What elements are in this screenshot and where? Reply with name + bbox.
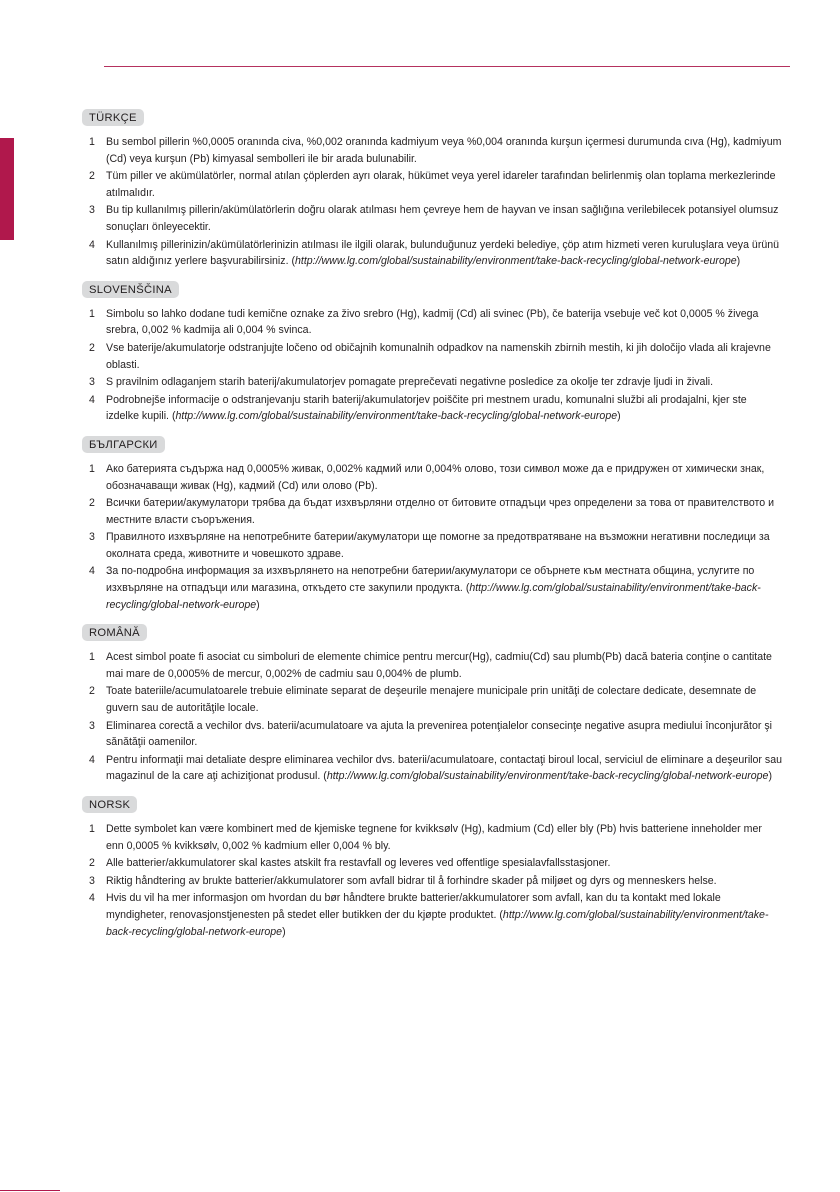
item-text: Dette symbolet kan være kombinert med de kjemiske tegnene for kvikksølv (Hg), kadmium (Cd) eller bly (Pb) hvis batteriene inneholder mer enn 0,0005 % kvikksølv, 0,002 % kadmium eller 0,004 % bly.: [106, 823, 762, 852]
item-text: Simbolu so lahko dodane tudi kemične oznake za živo srebro (Hg), kadmij (Cd) ali svinec (Pb), če baterija vsebuje več kot 0,0005 % živega srebra, 0,002 % kadmija ali 0,004 % svinca.: [106, 307, 759, 337]
recycling-link[interactable]: http://www.lg.com/global/sustainability/environment/take-back-recycling/global-network-europe: [175, 410, 618, 423]
list-item: [82, 237, 782, 270]
section-bulgarian: [82, 435, 782, 613]
item-text: Acest simbol poate fi asociat cu simboluri de elemente chimice pentru mercur(Hg), cadmiu(Cd) sau plumb(Pb) dacă bateria conţine o cantitate mai mare de 0,0005% de mercur, 0,002% de cadmiu sau 0,004% de plumb.: [106, 651, 772, 680]
recycling-link[interactable]: http://www.lg.com/global/sustainability/environment/take-back-recycling/global-network-europe: [295, 255, 737, 268]
list-item: [82, 461, 782, 494]
recycling-link[interactable]: http://www.lg.com/global/sustainability/environment/take-back-recycling/global-network-europe: [106, 908, 769, 938]
item-text: Всички батерии/акумулатори трябва да бъдат изхвърляни отделно от битовите отпадъци чрез определени за това от правителството и местните власти съоръжения.: [106, 497, 775, 526]
list-item: [82, 495, 782, 528]
list-item: [82, 392, 782, 425]
item-list: [82, 134, 782, 270]
section-turkce: [82, 108, 782, 270]
item-number: 3: [89, 719, 95, 732]
item-list: [82, 461, 782, 613]
item-number: 3: [89, 531, 95, 544]
item-number: 2: [89, 857, 95, 870]
language-side-tab: [0, 138, 14, 240]
item-number: 3: [89, 204, 95, 217]
item-text: Bu tip kullanılmış pillerin/akümülatörlerin doğru olarak atılması hem çevreye hem de hayvan ve insan sağlığına verilebilecek potansiyel olumsuz sonuçları önleyecektir.: [106, 204, 779, 233]
item-text: Riktig håndtering av brukte batterier/akkumulatorer som avfall bidrar til å forhindre skader på miljøet og dyrs og menneskers helse.: [106, 874, 717, 887]
section-heading: TÜRKÇE: [82, 109, 144, 126]
list-item: [82, 306, 782, 339]
item-number: 1: [89, 651, 95, 664]
item-number: 2: [89, 685, 95, 698]
item-number: 2: [89, 341, 95, 354]
item-text-tail: ): [617, 410, 621, 423]
list-item: [82, 168, 782, 201]
list-item: [82, 683, 782, 716]
list-item: [82, 855, 782, 872]
item-number: 4: [89, 892, 95, 905]
section-heading: NORSK: [82, 796, 137, 813]
item-list: [82, 821, 782, 940]
item-text: Toate bateriile/acumulatoarele trebuie eliminate separat de deşeurile menajere municipale prin unităţi de colectare dedicate, desemnate de guvern sau de autorităţile locale.: [106, 685, 757, 715]
item-number: 3: [89, 376, 95, 389]
list-item: [82, 821, 782, 854]
item-text: Kullanılmış pillerinizin/akümülatörlerinizin atılması ile ilgili olarak, bulunduğunuz yerdeki belediye, çöp atım hizmeti veren kuruluşlara veya ürünü satın aldığınız yerlere başvurabilirsiniz. (: [106, 238, 780, 268]
list-item: [82, 649, 782, 682]
item-text-tail: ): [256, 598, 260, 611]
item-list: [82, 306, 782, 425]
item-text: Vse baterije/akumulatorje odstranjujte ločeno od običajnih komunalnih odpadkov na namenskih zbirnih mestih, ki jih določijo vlada ali krajevne oblasti.: [106, 341, 771, 371]
section-slovenscina: [82, 280, 782, 425]
section-heading: SLOVENŠČINA: [82, 281, 179, 298]
list-item: [82, 340, 782, 373]
item-text-tail: ): [736, 255, 741, 268]
section-norsk: [82, 795, 782, 940]
item-text: S pravilnim odlaganjem starih baterij/akumulatorjev pomagate preprečevati negativne posledice za okolje ter zdravje ljudi in živali.: [106, 376, 714, 389]
document-body: [82, 108, 782, 950]
item-text: Правилното изхвърляне на непотребните батерии/акумулатори ще помогне за предотвратяване на възможни негативни последици за околната среда, животните и човешкото здраве.: [106, 531, 770, 560]
item-text: Tüm piller ve akümülatörler, normal atılan çöplerden ayrı olarak, hükümet veya yerel idareler tarafından belirlenmiş olan toplama merkezlerinde atılmalıdır.: [106, 170, 776, 199]
footer-rule: [0, 1190, 60, 1191]
list-item: [82, 890, 782, 940]
item-text: Bu sembol pillerin %0,0005 oranında civa, %0,002 oranında kadmiyum veya %0,004 oranında kurşun içermesi durumunda cıva (Hg), kadmiyum (Cd) veya kurşun (Pb) kimyasal sembolleri ile bir arada bulunabilir.: [106, 136, 782, 165]
item-number: 2: [89, 170, 95, 183]
item-number: 2: [89, 497, 95, 510]
item-list: [82, 649, 782, 785]
list-item: [82, 134, 782, 167]
list-item: [82, 873, 782, 890]
item-number: 4: [89, 753, 95, 766]
recycling-link[interactable]: http://www.lg.com/global/sustainability/environment/take-back-recycling/global-network-europe: [106, 582, 761, 611]
list-item: [82, 529, 782, 562]
section-heading: БЪЛГАРСКИ: [82, 436, 165, 453]
header-rule: [104, 66, 790, 67]
item-number: 1: [89, 462, 95, 475]
item-text: Podrobnejše informacije o odstranjevanju starih baterij/akumulatorjev poiščite pri mestnem uradu, komunalni službi ali prodajalni, kjer ste izdelke kupili. (: [106, 393, 747, 423]
list-item: [82, 374, 782, 391]
list-item: [82, 718, 782, 751]
item-text: Alle batterier/akkumulatorer skal kastes atskilt fra restavfall og leveres ved offentlige spesialavfallsstasjoner.: [106, 857, 611, 870]
item-number: 1: [89, 136, 95, 148]
list-item: [82, 563, 782, 613]
item-number: 3: [89, 874, 95, 887]
section-romana: [82, 623, 782, 785]
item-text-tail: ): [282, 925, 286, 938]
item-text: Pentru informaţii mai detaliate despre eliminarea vechilor dvs. baterii/acumulatoare, contactaţi biroul local, serviciul de eliminare a deşeurilor sau magazinul de la care aţi achiziţionat produsul. (: [106, 753, 782, 783]
item-text: Eliminarea corectă a vechilor dvs. baterii/acumulatoare va ajuta la prevenirea potenţialelor consecinţe negative asupra mediului înconjurător şi sănătăţii oamenilor.: [106, 719, 773, 749]
item-number: 1: [89, 307, 95, 320]
item-text-tail: ): [768, 770, 772, 783]
item-number: 1: [89, 823, 95, 835]
item-number: 4: [89, 565, 95, 578]
item-text: Ако батерията съдържа над 0,0005% живак, 0,002% кадмий или 0,004% олово, този символ може да е придружен от химически знак, обозначаващи живак (Hg), кадмий (Cd) или олово (Pb).: [106, 462, 765, 492]
item-text: Hvis du vil ha mer informasjon om hvordan du bør håndtere brukte batterier/akkumulatorer som avfall, kan du ta kontakt med lokale myndigheter, renovasjonstjenesten på stedet eller butikken der du kjøpte produktet. (: [106, 892, 721, 921]
item-number: 4: [89, 393, 95, 406]
list-item: [82, 752, 782, 785]
section-heading: ROMÂNĂ: [82, 624, 147, 641]
item-text: За по-подробна информация за изхвърлянето на непотребни батерии/акумулатори се обърнете към местната община, услугите по изхвърляне на отпадъци или магазина, откъдето сте закупили продукта. (: [106, 565, 755, 595]
recycling-link[interactable]: http://www.lg.com/global/sustainability/environment/take-back-recycling/global-network-europe: [326, 770, 769, 783]
list-item: [82, 202, 782, 235]
item-number: 4: [89, 238, 95, 251]
